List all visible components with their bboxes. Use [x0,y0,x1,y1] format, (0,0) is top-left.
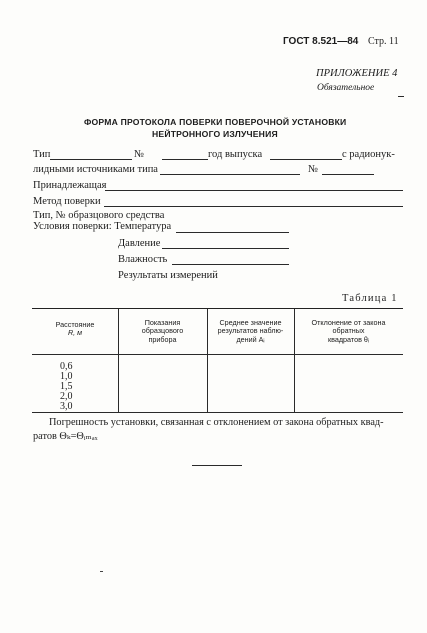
scan-mark [100,571,103,572]
header-deviation: Отклонение от закона обратных квадратов θᵢ [311,318,386,344]
table-top-rule [32,308,403,309]
table-caption: Таблица 1 [342,293,398,304]
table-row: 1,5 [60,381,73,392]
form-title-line2: НЕЙТРОННОГО ИЗЛУЧЕНИЯ [152,129,278,139]
method-label: Метод поверки [33,196,101,207]
number-blank [162,159,208,160]
conclusion-line2: ратов Θₖ=Θᵢₘₐₓ [33,431,98,442]
results-label: Результаты измерений [118,270,218,281]
header-mean-value: Среднее значение результатов наблю- дений Aᵢ [217,318,284,344]
type-blank [50,159,132,160]
radionuclide-label-b: лидными источниками типа [33,164,158,175]
header-distance: Расстояние R, м [55,320,95,338]
table-row: 1,0 [60,371,73,382]
number-sign: № [134,149,145,160]
year-label: год выпуска [208,149,263,160]
pressure-blank [162,248,289,249]
temperature-blank [176,232,289,233]
header-reference-reading: Показания образцового прибора [141,318,184,344]
radionuclide-label-a: с радионук- [342,149,395,160]
source-type-blank [160,174,300,175]
owner-blank [105,190,403,191]
humidity-blank [172,264,289,265]
pressure-label: Давление [118,238,161,249]
reference-label: Тип, № образцового средства [33,210,165,221]
method-blank [104,206,403,207]
owner-label: Принадлежащая [33,180,107,191]
appendix-dash [398,96,404,97]
conclusion-line1: Погрешность установки, связанная с отклонением от закона обратных квад- [49,417,384,428]
conditions-label: Условия поверки: Температура [33,221,172,232]
source-number-blank [322,174,374,175]
appendix-status: Обязательное [317,83,375,93]
page-number: Стр. 11 [368,36,399,47]
table-row: 2,0 [60,391,73,402]
form-title-line1: ФОРМА ПРОТОКОЛА ПОВЕРКИ ПОВЕРОЧНОЙ УСТАНОВКИ [84,117,347,127]
appendix-title: ПРИЛОЖЕНИЕ 4 [316,68,398,79]
table-row: 0,6 [60,361,73,372]
table-row: 3,0 [60,401,73,412]
number-sign-2: № [308,164,319,175]
table-bottom-rule [32,412,403,413]
table-header-rule [32,354,403,355]
gost-reference: ГОСТ 8.521—84 [283,36,359,47]
closing-rule [192,465,242,466]
year-blank [270,159,342,160]
type-label: Тип [33,149,51,160]
humidity-label: Влажность [118,254,168,265]
